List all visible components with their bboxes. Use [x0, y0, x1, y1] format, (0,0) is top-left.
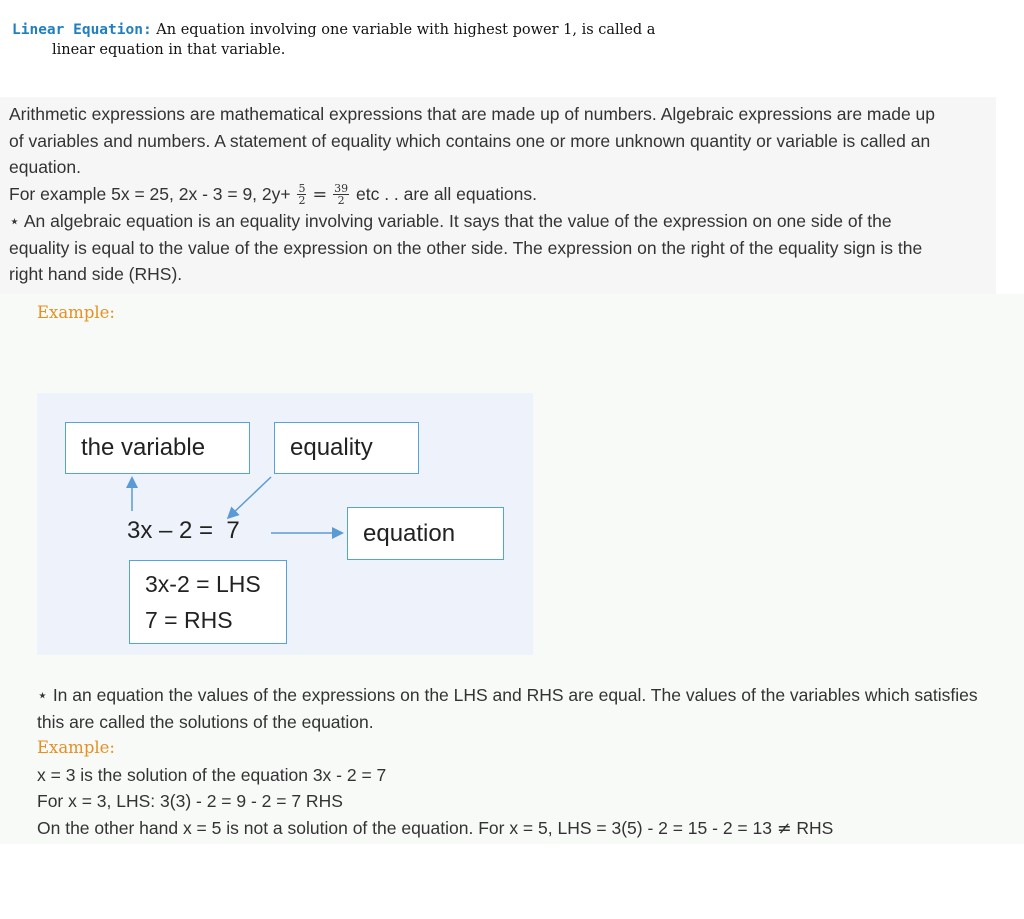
arith-line-2: of variables and numbers. A statement of equality which contains one or more unknown quantity or variable is called an: [9, 130, 931, 151]
fraction-denominator: 2: [298, 194, 306, 208]
arith-line-1: Arithmetic expressions are mathematical expressions that are made up of numbers. Algebraic expressions are made up: [9, 104, 936, 124]
solution-line-1: ⋆ In an equation the values of the expressions on the LHS and RHS are equal. The values of the variables which satisfies: [37, 685, 978, 705]
equality-box: equality: [274, 422, 419, 474]
rhs-label: 7 = RHS: [145, 607, 233, 633]
solution-section: [37, 682, 1024, 842]
solution-line-5-prefix: On the other hand x = 5 is not a solution of the equation. For x = 5, LHS = 3(5) - 2 = 15 - 2 = 13: [37, 817, 777, 838]
arith-line-3: equation.: [9, 157, 82, 177]
solution-line-2: this are called the solutions of the equation.: [37, 711, 374, 732]
arithmetic-section: [0, 97, 996, 294]
equation-expression: 3x – 2 = 7: [127, 517, 240, 544]
example-heading: Example:: [37, 303, 115, 322]
arrow-to-equals-sign: [229, 477, 271, 517]
arith-star-line-2: equality is equal to the value of the expression on the other side. The expression on the right of the equality sign is the: [9, 237, 923, 258]
definition-line-1: [12, 20, 772, 40]
lhs-label: 3x-2 = LHS: [145, 571, 261, 597]
arith-example-suffix: etc . . are all equations.: [351, 183, 537, 204]
solution-line-5-suffix: RHS: [791, 817, 834, 838]
fraction-39-over-2: [333, 183, 349, 206]
solution-example-heading: Example:: [37, 738, 115, 757]
definition-term: Linear Equation:: [12, 22, 152, 38]
fraction-denominator: 2: [337, 194, 345, 208]
variable-box: the variable: [65, 422, 250, 474]
equation-diagram: [37, 393, 533, 655]
solution-line-4: For x = 3, LHS: 3(3) - 2 = 9 - 2 = 7 RHS: [37, 791, 343, 811]
arith-example-line: [9, 181, 988, 209]
arith-star-line-1: ⋆ An algebraic equation is an equality involving variable. It says that the value of the expression on one side of the: [9, 211, 892, 231]
equation-box: equation: [347, 507, 504, 560]
solution-line-5: [37, 815, 1024, 843]
fraction-numerator: 5: [298, 182, 306, 196]
equals-sign: =: [312, 184, 328, 205]
fraction-numerator: 39: [334, 182, 349, 196]
definition-block: [12, 20, 772, 60]
solution-line-3: x = 3 is the solution of the equation 3x - 2 = 7: [37, 764, 387, 785]
not-equal-sign: ≠: [776, 818, 792, 839]
arith-star-line-3: right hand side (RHS).: [9, 264, 183, 284]
arith-example-prefix: For example 5x = 25, 2x - 3 = 9, 2y+: [9, 183, 296, 204]
definition-text-2: linear equation in that variable.: [52, 42, 286, 58]
definition-text-1: An equation involving one variable with highest power 1, is called a: [151, 22, 656, 38]
lhs-rhs-box: [129, 560, 287, 644]
fraction-5-over-2: [297, 183, 306, 206]
